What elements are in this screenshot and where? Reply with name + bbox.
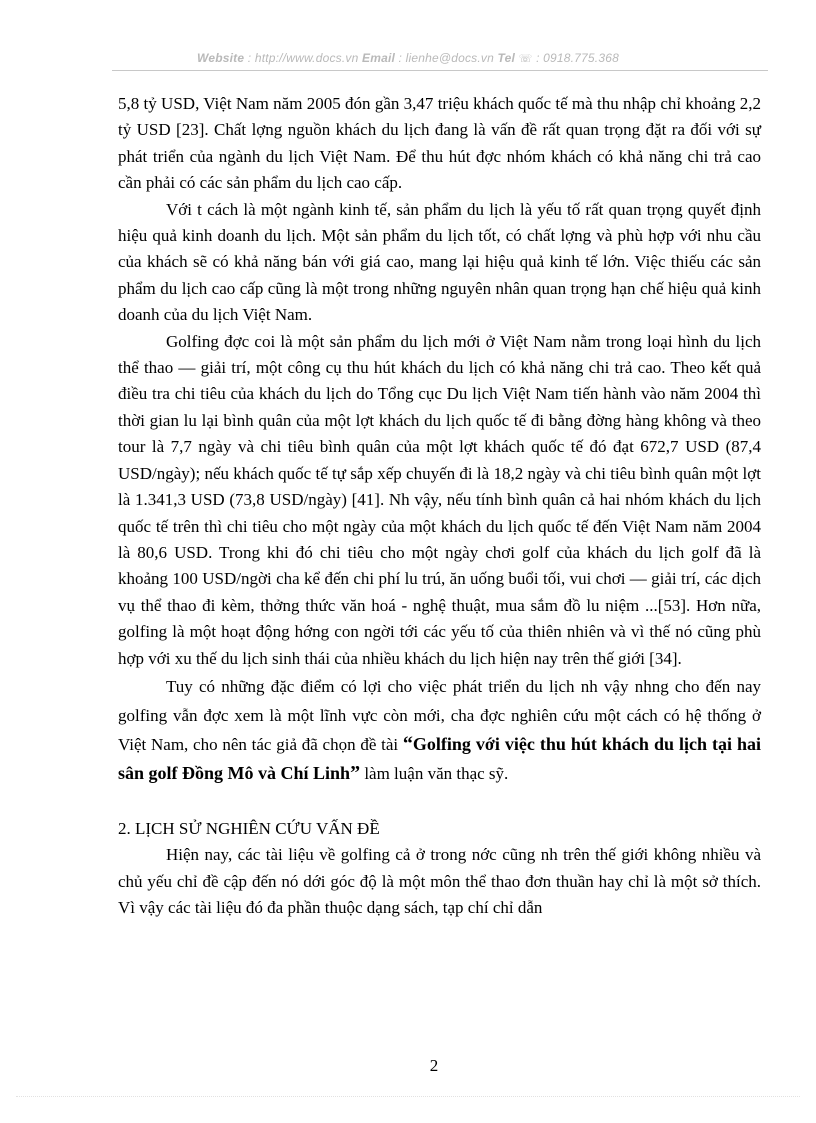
website-label: Website bbox=[197, 51, 245, 65]
paragraph-4 bbox=[118, 672, 761, 788]
tel-value: : 0918.775.368 bbox=[532, 51, 619, 65]
paragraph-2: Với t cách là một ngành kinh tế, sản phẩm du lịch là yếu tố rất quan trọng quyết định hiệu quả kinh doanh du lịch. Một sản phẩm du lịch tốt, có chất lợng và phù hợp với nhu cầu của khách sẽ có khả năng bán với giá cao, mang lại hiệu quả kinh tế lớn. Việc thiếu các sản phẩm du lịch cao cấp cũng là một trong những nguyên nhân quan trọng hạn chế hiệu quả kinh doanh của du lịch Việt Nam. bbox=[118, 199, 761, 325]
thesis-title: Golfing với việc thu hút khách du lịch tại hai sân golf Đồng Mô và Chí Linh bbox=[118, 733, 761, 783]
section-heading: 2. LỊCH SỬ NGHIÊN CỨU VẤN ĐỀ bbox=[118, 818, 380, 838]
header-divider bbox=[112, 70, 768, 71]
open-quote: “ bbox=[402, 732, 413, 755]
email-link[interactable]: : lienhe@docs.vn bbox=[395, 51, 498, 65]
close-quote: ” bbox=[350, 761, 361, 784]
document-body bbox=[118, 91, 761, 922]
paragraph-3: Golfing đợc coi là một sản phẩm du lịch mới ở Việt Nam nằm trong loại hình du lịch thể thao — giải trí, một công cụ thu hút khách du lịch có khả năng chi trả cao. Theo kết quả điều tra chi tiêu của khách du lịch do Tổng cục Du lịch Việt Nam tiến hành vào năm 2004 thì thời gian lu lại bình quân của một lợt khách du lịch quốc tế đi bằng đờng hàng không và theo tour là 7,7 ngày và chi tiêu bình quân của một lợt khách quốc tế đó đạt 672,7 USD (87,4 USD/ngày); nếu khách quốc tế tự sắp xếp chuyến đi là 18,2 ngày và chi tiêu bình quân một lợt là 1.341,3 USD (73,8 USD/ngày) [41]. Nh vậy, nếu tính bình quân cả hai nhóm khách du lịch quốc tế trên thì chi tiêu cho một ngày của một khách du lịch quốc tế đến Việt Nam năm 2004 là 80,6 USD. Trong khi đó chi tiêu cho một ngày chơi golf của khách du lịch golf đã là khoảng 100 USD/ngời cha kể đến chi phí lu trú, ăn uống buổi tối, vui chơi — giải trí, các dịch vụ thể thao đi kèm, thởng thức văn hoá - nghệ thuật, mua sắm đồ lu niệm ...[53]. Hơn nữa, golfing là một hoạt động hớng con ngời tới các yếu tố của thiên nhiên và vì thế nó cũng phù hợp với xu thế du lịch sinh thái của nhiều khách du lịch hiện nay trên thế giới [34]. bbox=[118, 331, 761, 668]
footer-divider bbox=[16, 1096, 800, 1097]
paragraph-4-start: Tuy có những đặc điểm có lợi cho việc phát triển du lịch nh vậy nhng cho đến nay golfing vẫn đợc xem là một lĩnh vực còn mới, cha đợc nghiên cứu một cách có hệ thống ở Việt Nam, cho nên tác giả đã chọn đề tài bbox=[118, 676, 761, 754]
page-number: 2 bbox=[429, 1056, 439, 1075]
paragraph-1: 5,8 tỷ USD, Việt Nam năm 2005 đón gần 3,47 triệu khách quốc tế mà thu nhập chỉ khoảng 2,2 tỷ USD [23]. Chất lợng nguồn khách du lịch đang là vấn đề rất quan trọng đặt ra đối với sự phát triển của ngành du lịch Việt Nam. Để thu hút đợc nhóm khách có khả năng chi trả cao cần phải có các sản phẩm du lịch cao cấp. bbox=[118, 94, 761, 193]
page-header bbox=[0, 51, 816, 65]
tel-label: Tel bbox=[497, 51, 516, 65]
phone-icon: ☏ bbox=[518, 53, 533, 65]
paragraph-4-end: làm luận văn thạc sỹ. bbox=[360, 763, 509, 783]
paragraph-5: Hiện nay, các tài liệu về golfing cả ở trong nớc cũng nh trên thế giới không nhiều và chủ yếu chỉ đề cập đến nó dới góc độ là một môn thể thao đơn thuần hay chỉ là một sở thích. Vì vậy các tài liệu đó đa phần thuộc dạng sách, tạp chí chỉ dẫn bbox=[118, 845, 761, 918]
website-link[interactable]: : http://www.docs.vn bbox=[244, 51, 362, 65]
email-label: Email bbox=[362, 51, 396, 65]
